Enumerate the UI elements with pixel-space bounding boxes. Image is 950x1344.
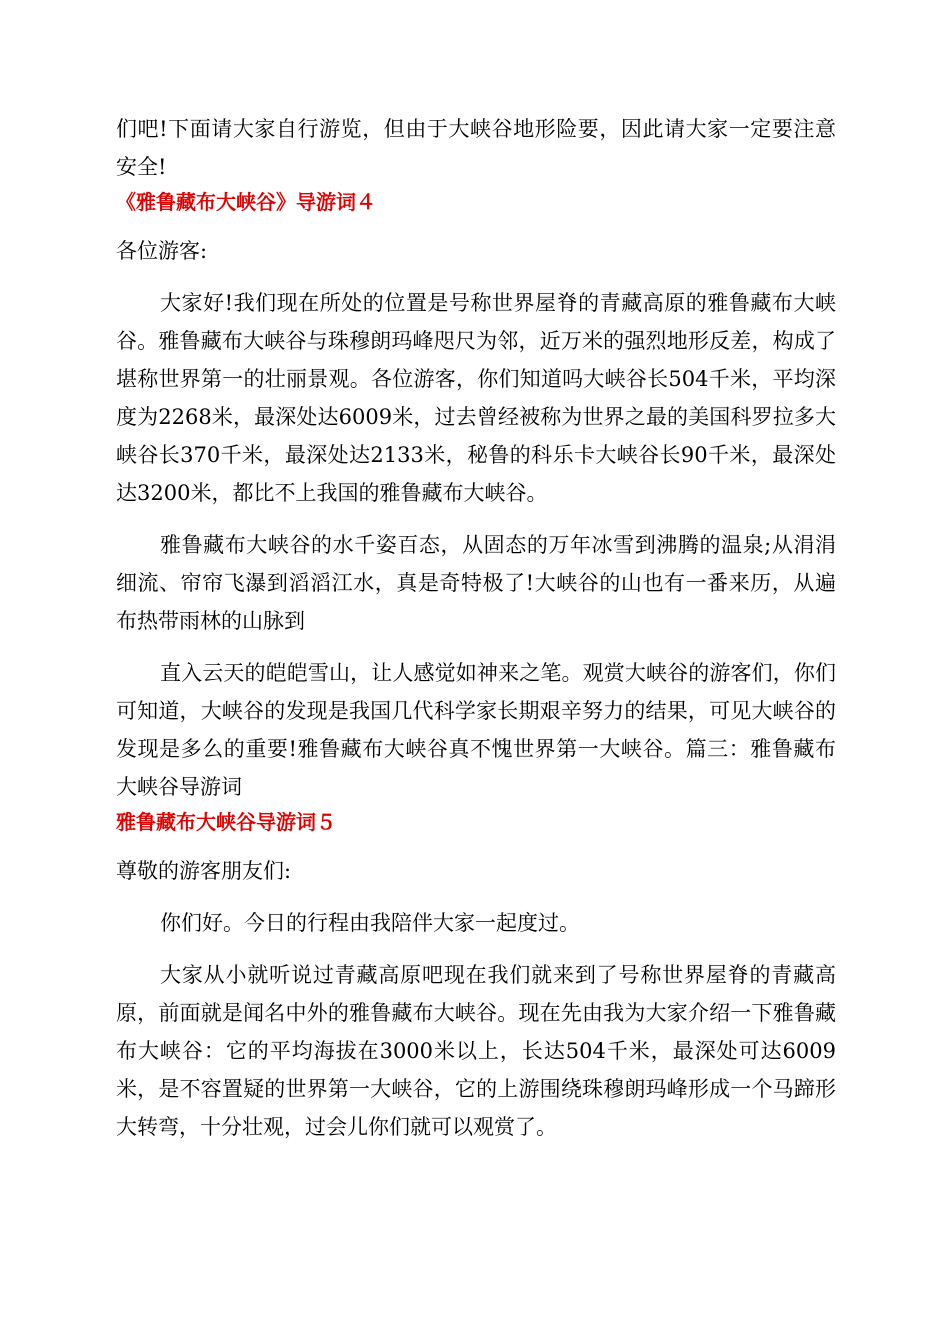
section-4-paragraph-1: 大家好!我们现在所处的位置是号称世界屋脊的青藏高原的雅鲁藏布大峡谷。雅鲁藏布大峡谷与珠穆朗玛峰咫尺为邻，近万米的强烈地形反差，构成了堪称世界第一的壮丽景观。各位游客，你们知道吗大峡谷长504千米，平均深度为2268米，最深处达6009米，过去曾经被称为世界之最的美国科罗拉多大峡谷长370千米，最深处达2133米，秘鲁的科乐卡大峡谷长90千米，最深处达3200米，都比不上我国的雅鲁藏布大峡谷。 bbox=[116, 291, 836, 505]
document-body bbox=[116, 110, 836, 1146]
section-4-heading: 《雅鲁藏布大峡谷》导游词４ bbox=[116, 190, 376, 214]
section-5-heading: 雅鲁藏布大峡谷导游词５ bbox=[116, 810, 336, 834]
paragraph-continued: 们吧!下面请大家自行游览，但由于大峡谷地形险要，因此请大家一定要注意安全! bbox=[116, 117, 836, 179]
section-5-paragraph-2: 大家从小就听说过青藏高原吧现在我们就来到了号称世界屋脊的青藏高原，前面就是闻名中外的雅鲁藏布大峡谷。现在先由我为大家介绍一下雅鲁藏布大峡谷：它的平均海拔在3000米以上，长达504千米，最深处可达6009米，是不容置疑的世界第一大峡谷，它的上游围绕珠穆朗玛峰形成一个马蹄形大转弯，十分壮观，过会儿你们就可以观赏了。 bbox=[116, 963, 836, 1139]
section-4-paragraph-3: 直入云天的皑皑雪山，让人感觉如神来之笔。观赏大峡谷的游客们，你们可知道，大峡谷的发现是我国几代科学家长期艰辛努力的结果，可见大峡谷的发现是多么的重要!雅鲁藏布大峡谷真不愧世界第一大峡谷。篇三：雅鲁藏布大峡谷导游词 bbox=[116, 661, 836, 799]
section-4-salutation: 各位游客: bbox=[116, 239, 208, 263]
section-4-paragraph-2: 雅鲁藏布大峡谷的水千姿百态，从固态的万年冰雪到沸腾的温泉;从涓涓细流、帘帘飞瀑到滔滔江水，真是奇特极了!大峡谷的山也有一番来历，从遍布热带雨林的山脉到 bbox=[116, 533, 836, 633]
section-5-paragraph-1: 你们好。今日的行程由我陪伴大家一起度过。 bbox=[160, 911, 580, 935]
section-5-salutation: 尊敬的游客朋友们: bbox=[116, 859, 292, 883]
